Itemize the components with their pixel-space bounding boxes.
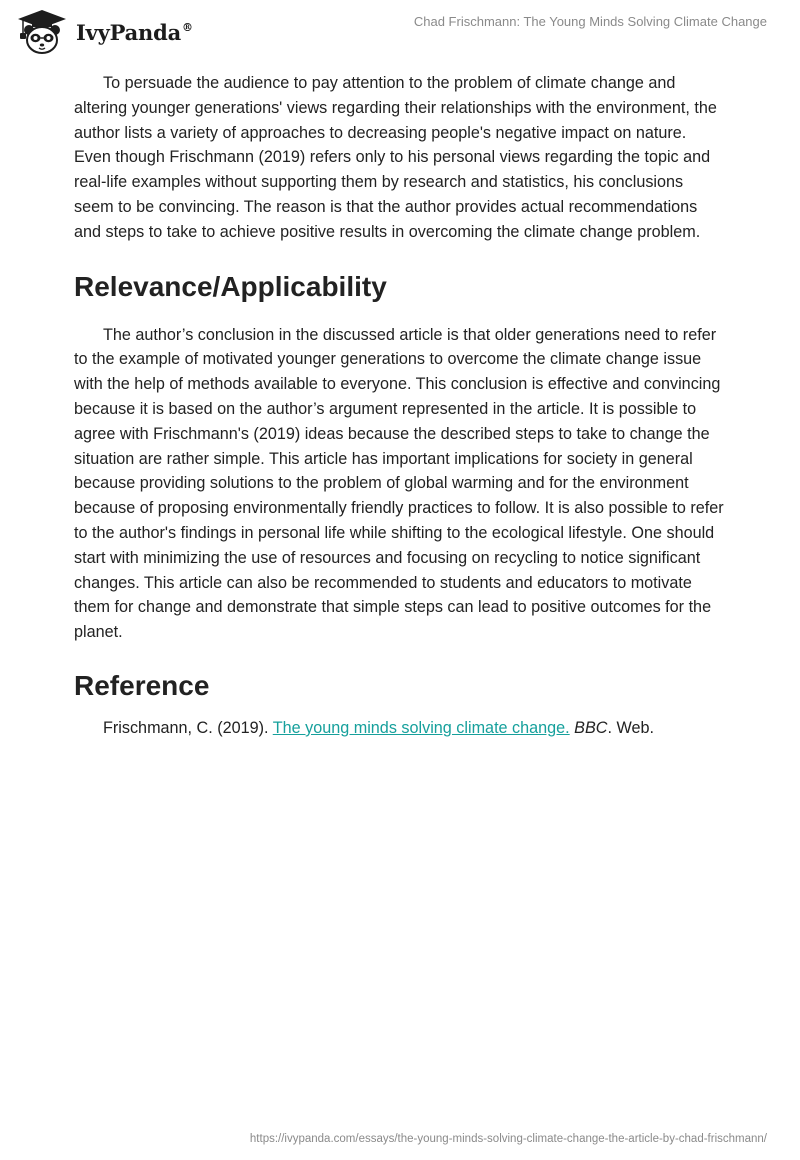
paragraph-relevance: The author’s conclusion in the discussed article is that older generations need to refer to the example of motivated younger generations to overcome the climate change issue with the help of methods available to everyone. This conclusion is effective and convincing because it is based on the author’s argument represented in the article. It is possible to agree with Frischmann's (2019) ideas because the described steps to take to change the situation are rather simple. This article has important implications for society in general because providing solutions to the problem of global warming and for the environment because of proposing environmentally friendly practices to follow. It is also possible to refer to the author's findings in personal life while shifting to the ecological lifestyle. One should start with minimizing the use of resources and focusing on recycling to notice significant changes. This article can also be recommended to students and educators to motivate them for change and demonstrate that simple steps can lead to positive outcomes for the planet.	[74, 325, 724, 642]
ivypanda-logo[interactable]	[14, 8, 193, 56]
reference-entry	[74, 716, 726, 741]
brand-name: IvyPanda®	[76, 19, 193, 45]
essay-content	[74, 71, 726, 741]
heading-reference: Reference	[74, 669, 210, 701]
reference-journal: BBC	[574, 718, 608, 737]
reference-suffix: . Web.	[607, 718, 654, 737]
registered-mark: ®	[182, 20, 193, 34]
panda-graduate-icon	[14, 8, 70, 56]
reference-link[interactable]: The young minds solving climate change.	[272, 718, 570, 737]
document-title: Chad Frischmann: The Young Minds Solving Climate Change	[413, 14, 767, 29]
heading-relevance: Relevance/Applicability	[74, 270, 387, 302]
reference-author-year: Frischmann, C. (2019).	[103, 718, 273, 737]
paragraph-persuasion: To persuade the audience to pay attention to the problem of climate change and altering younger generations' views regarding their relationships with the environment, the author lists a variety of approaches to decreasing people's negative impact on nature. Even though Frischmann (2019) refers only to his personal views regarding the topic and real-life examples without supporting them by research and statistics, his conclusions seem to be convincing. The reason is that the author provides actual recommendations and steps to take to achieve positive results in overcoming the climate change problem.	[74, 74, 717, 241]
footer-url[interactable]: https://ivypanda.com/essays/the-young-minds-solving-climate-change-the-article-by-chad-frischmann/	[249, 1133, 767, 1145]
page-header	[0, 0, 800, 62]
